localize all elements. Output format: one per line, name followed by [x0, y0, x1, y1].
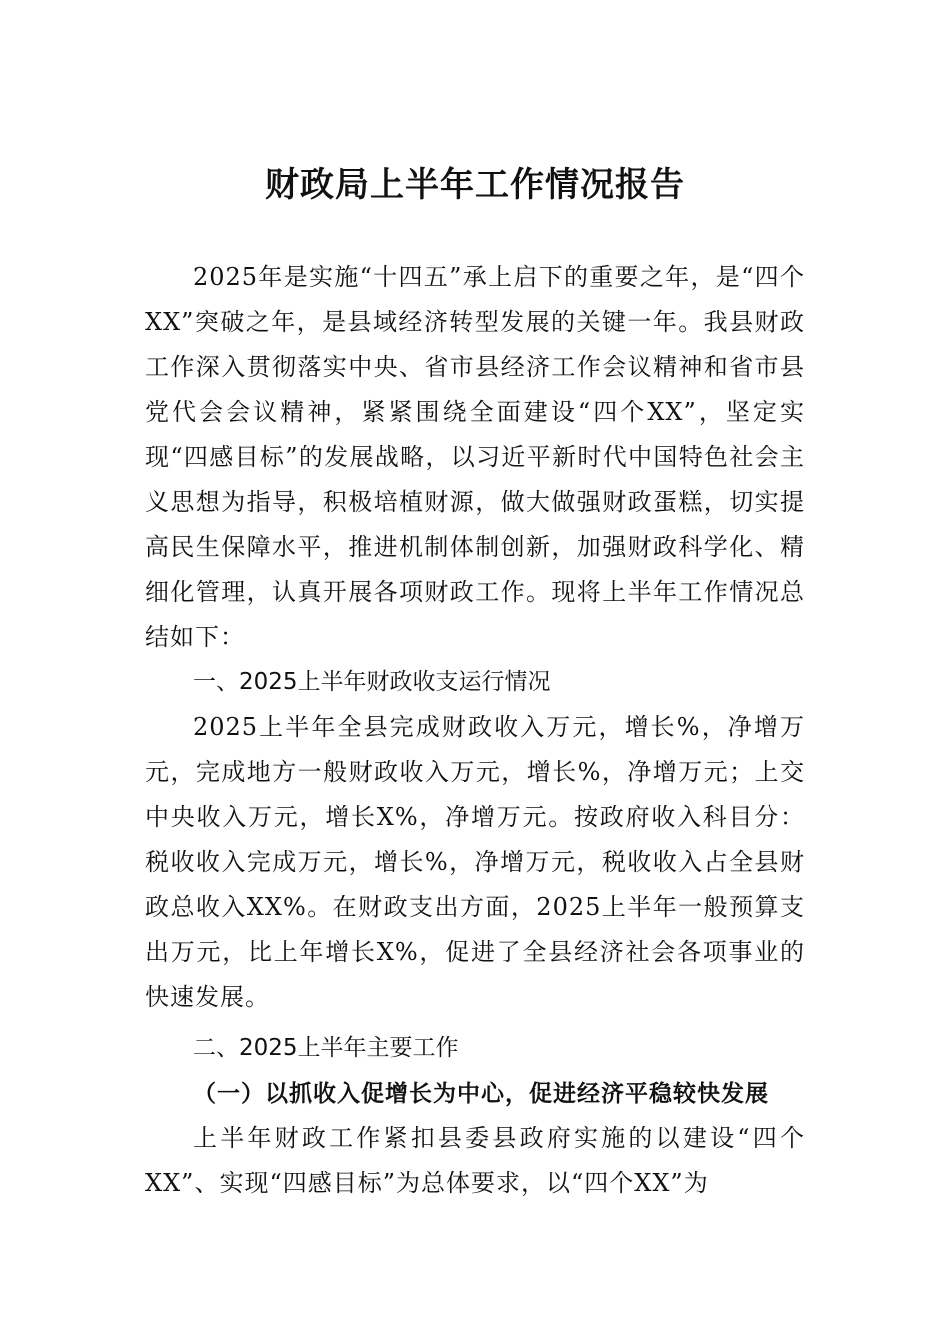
section-1-heading: 一、2025上半年财政收支运行情况 [193, 669, 551, 695]
section-1-paragraph: 2025上半年全县完成财政收入万元，增长%，净增万元，完成地方一般财政收入万元，增长%，净增万元；上交中央收入万元，增长X%，净增万元。按政府收入科目分：税收收入完成万元，增长%，净增万元，税收收入占全县财政总收入XX%。在财政支出方面，2025上半年一般预算支出万元，比上年增长X%，促进了全县经济社会各项事业的快速发展。 [145, 713, 805, 1011]
document-body [145, 255, 805, 1206]
intro-paragraph: 2025年是实施“十四五”承上启下的重要之年，是“四个XX”突破之年，是县域经济转型发展的关键一年。我县财政工作深入贯彻落实中央、省市县经济工作会议精神和省市县党代会会议精神，紧紧围绕全面建设“四个XX”，坚定实现“四感目标”的发展战略，以习近平新时代中国特色社会主义思想为指导，积极培植财源，做大做强财政蛋糕，切实提高民生保障水平，推进机制体制创新，加强财政科学化、精细化管理，认真开展各项财政工作。现将上半年工作情况总结如下： [145, 263, 805, 651]
section-2-subheading: （一）以抓收入促增长为中心，促进经济平稳较快发展 [193, 1080, 769, 1107]
section-2-paragraph: 上半年财政工作紧扣县委县政府实施的以建设“四个XX”、实现“四感目标”为总体要求，以“四个XX”为 [145, 1124, 805, 1197]
section-2-heading: 二、2025上半年主要工作 [193, 1035, 459, 1061]
document-title: 财政局上半年工作情况报告 [265, 165, 685, 205]
